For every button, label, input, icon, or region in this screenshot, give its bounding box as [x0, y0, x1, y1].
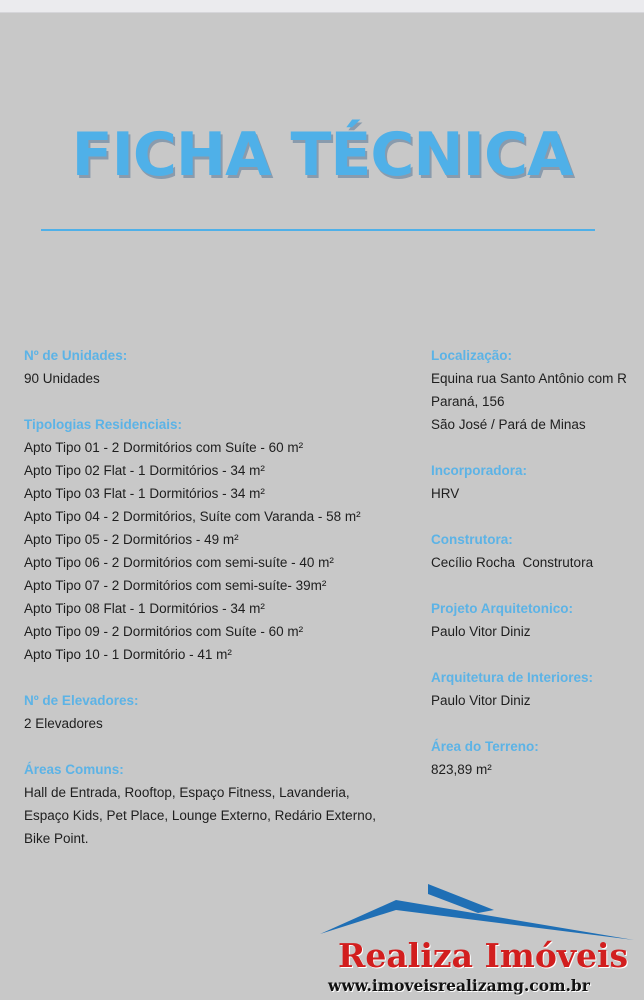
- projeto-label: Projeto Arquitetonico:: [431, 601, 573, 616]
- areas-line: Espaço Kids, Pet Place, Lounge Externo, Redário Externo,: [24, 808, 376, 823]
- localizacao-label: Localização:: [431, 348, 513, 363]
- localizacao-line: Paraná, 156: [431, 394, 505, 409]
- unidades-value: 90 Unidades: [24, 371, 100, 386]
- tipologia-item: Apto Tipo 05 - 2 Dormitórios - 49 m²: [24, 532, 239, 547]
- section-projeto: [431, 597, 644, 643]
- construtora-value: Cecílio Rocha Construtora: [431, 555, 594, 570]
- localizacao-line: Equina rua Santo Antônio com R: [431, 371, 627, 386]
- projeto-value: Paulo Vitor Diniz: [431, 624, 531, 639]
- terreno-value: 823,89 m²: [431, 762, 492, 777]
- elevadores-label: Nº de Elevadores:: [24, 693, 139, 708]
- interiores-value: Paulo Vitor Diniz: [431, 693, 531, 708]
- section-tipologias: [24, 413, 424, 666]
- tipologia-item: Apto Tipo 08 Flat - 1 Dormitórios - 34 m²: [24, 601, 265, 616]
- tipologia-item: Apto Tipo 07 - 2 Dormitórios com semi-suíte- 39m²: [24, 578, 327, 593]
- incorporadora-label: Incorporadora:: [431, 463, 528, 478]
- page-title: FICHA TÉCNICA: [71, 120, 573, 190]
- localizacao-line: São José / Pará de Minas: [431, 417, 586, 432]
- terreno-label: Área do Terreno:: [431, 739, 539, 754]
- areas-line: Bike Point.: [24, 831, 89, 846]
- brand-name: Realiza Imóveis: [338, 936, 629, 975]
- areas-line: Hall de Entrada, Rooftop, Espaço Fitness, Lavanderia,: [24, 785, 350, 800]
- website-url: www.imoveisrealizamg.com.br: [328, 976, 590, 995]
- tipologia-item: Apto Tipo 09 - 2 Dormitórios com Suíte - 60 m²: [24, 624, 304, 639]
- tipologias-label: Tipologias Residenciais:: [24, 417, 183, 432]
- interiores-label: Arquitetura de Interiores:: [431, 670, 594, 685]
- unidades-label: Nº de Unidades:: [24, 348, 128, 363]
- section-terreno: [431, 735, 644, 781]
- section-areas-comuns: [24, 758, 424, 850]
- construtora-label: Construtora:: [431, 532, 513, 547]
- right-column: [431, 344, 644, 804]
- incorporadora-value: HRV: [431, 486, 460, 501]
- tipologia-item: Apto Tipo 03 Flat - 1 Dormitórios - 34 m²: [24, 486, 265, 501]
- section-incorporadora: [431, 459, 644, 505]
- section-elevadores: [24, 689, 424, 735]
- tipologia-item: Apto Tipo 04 - 2 Dormitórios, Suíte com Varanda - 58 m²: [24, 509, 361, 524]
- elevadores-value: 2 Elevadores: [24, 716, 103, 731]
- tipologia-item: Apto Tipo 06 - 2 Dormitórios com semi-suíte - 40 m²: [24, 555, 334, 570]
- tipologia-item: Apto Tipo 02 Flat - 1 Dormitórios - 34 m²: [24, 463, 265, 478]
- tipologia-item: Apto Tipo 10 - 1 Dormitório - 41 m²: [24, 647, 232, 662]
- top-bar: [0, 0, 644, 13]
- tipologia-item: Apto Tipo 01 - 2 Dormitórios com Suíte - 60 m²: [24, 440, 304, 455]
- section-interiores: [431, 666, 644, 712]
- areas-label: Áreas Comuns:: [24, 762, 124, 777]
- section-localizacao: [431, 344, 644, 436]
- section-construtora: [431, 528, 644, 574]
- realiza-logo: [318, 880, 644, 1000]
- left-column: [24, 344, 424, 873]
- section-unidades: [24, 344, 424, 390]
- title-underline: [41, 229, 595, 231]
